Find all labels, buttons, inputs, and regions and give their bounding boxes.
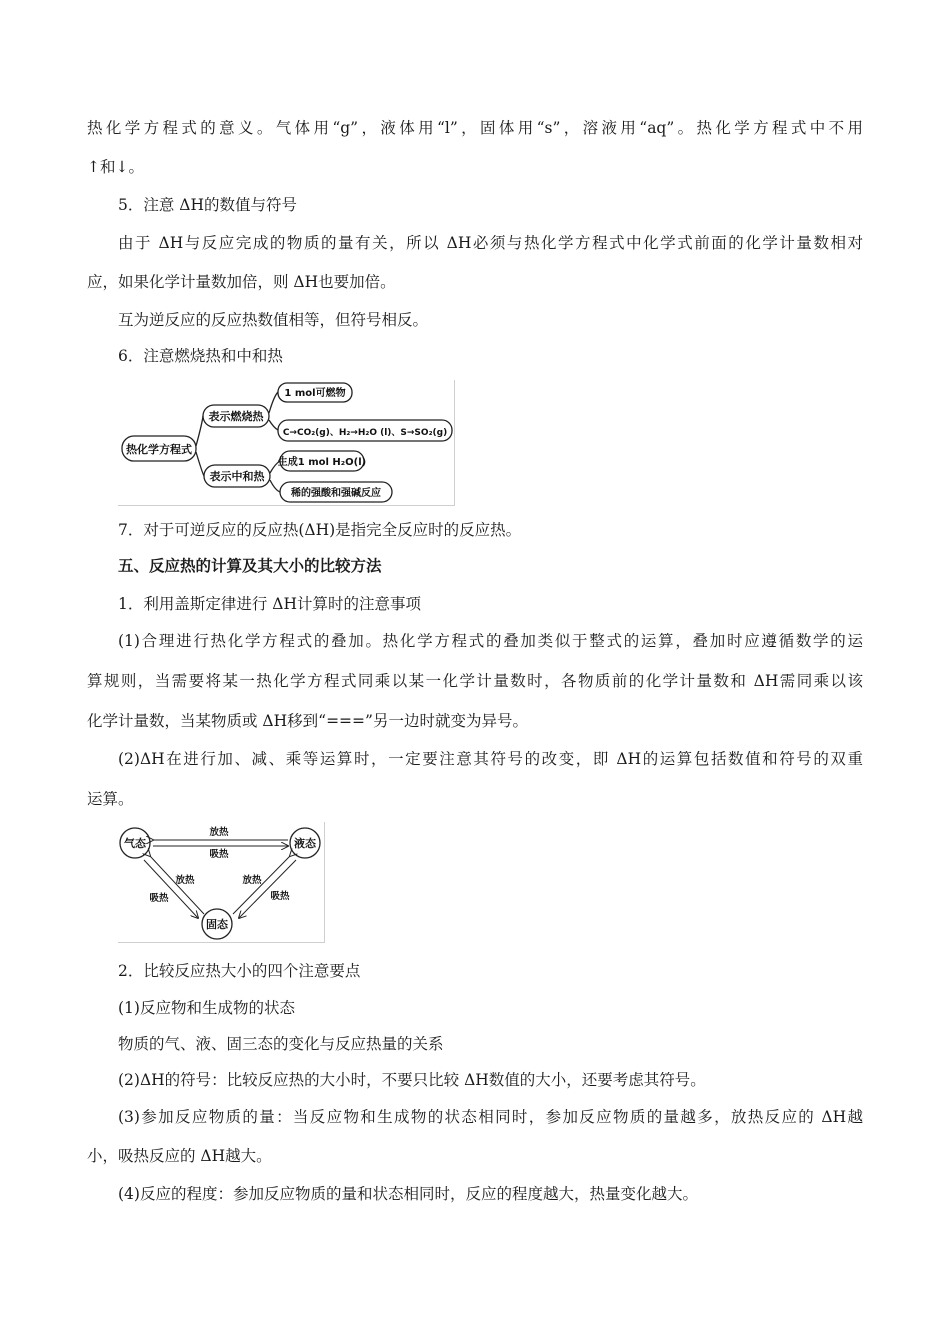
leaf4-label: 稀的强酸和强碱反应	[291, 488, 381, 499]
section-heading: 五、反应热的计算及其大小的比较方法	[118, 557, 382, 575]
leaf1-label: 1 mol可燃物	[284, 388, 346, 399]
left-inner-label: 放热	[175, 875, 195, 886]
left-outer-label: 吸热	[149, 893, 169, 904]
root-label: 热化学方程式	[126, 443, 192, 456]
item-heading: 2．比较反应热大小的四个注意要点	[118, 962, 361, 980]
solid-label: 固态	[206, 918, 228, 931]
gas-label: 气态	[124, 837, 146, 850]
paragraph-line: (2)ΔH在进行加、减、乘等运算时，一定要注意其符号的改变，即 ΔH的运算包括数值和符号的双重	[118, 750, 863, 768]
branch-bottom-label: 表示中和热	[209, 470, 265, 483]
heat-types-diagram	[118, 380, 455, 506]
paragraph-line: (2)ΔH的符号：比较反应热的大小时，不要只比较 ΔH数值的大小，还要考虑其符号。	[118, 1071, 706, 1089]
paragraph-line: 化学计量数，当某物质或 ΔH移到“===”另一边时就变为异号。	[87, 712, 528, 730]
paragraph-line: 物质的气、液、固三态的变化与反应热量的关系	[118, 1035, 444, 1053]
right-outer-label: 吸热	[270, 891, 290, 902]
item-heading: 6．注意燃烧热和中和热	[118, 347, 283, 365]
liquid-label: 液态	[294, 837, 316, 850]
paragraph-line: 互为逆反应的反应热数值相等，但符号相反。	[118, 311, 429, 329]
right-inner-label: 放热	[242, 875, 262, 886]
paragraph-line: 运算。	[87, 790, 134, 808]
leaf2-label: C→CO₂(g)、H₂→H₂O (l)、S→SO₂(g)	[282, 428, 448, 438]
paragraph-line: (1)合理进行热化学方程式的叠加。热化学方程式的叠加类似于整式的运算，叠加时应遵循数学的运	[118, 632, 863, 650]
paragraph-line: (4)反应的程度：参加反应物质的量和状态相同时，反应的程度越大，热量变化越大。	[118, 1185, 698, 1203]
paragraph-line: 由于 ΔH与反应完成的物质的量有关，所以 ΔH必须与热化学方程式中化学式前面的化学计量数相对	[118, 234, 863, 252]
leaf3-label: 生成1 mol H₂O(l)	[277, 457, 367, 468]
top-lower-label: 吸热	[209, 849, 229, 860]
paragraph-line: (1)反应物和生成物的状态	[118, 999, 295, 1017]
states-of-matter-diagram	[118, 822, 325, 943]
item-heading: 1．利用盖斯定律进行 ΔH计算时的注意事项	[118, 595, 422, 613]
top-upper-label: 放热	[209, 827, 229, 838]
item-heading: 7．对于可逆反应的反应热(ΔH)是指完全反应时的反应热。	[118, 521, 522, 539]
paragraph-line: 算规则，当需要将某一热化学方程式同乘以某一化学计量数时，各物质前的化学计量数和 ΔH需同乘以该	[87, 672, 863, 690]
paragraph-line: 热化学方程式的意义。气体用“g”，液体用“l”，固体用“s”，溶液用“aq”。热化学方程式中不用	[87, 119, 863, 137]
item-heading: 5．注意 ΔH的数值与符号	[118, 196, 297, 214]
paragraph-line: (3)参加反应物质的量：当反应物和生成物的状态相同时，参加反应物质的量越多，放热反应的 ΔH越	[118, 1108, 863, 1126]
paragraph-line: 小，吸热反应的 ΔH越大。	[87, 1147, 272, 1165]
paragraph-line: ↑和↓。	[87, 158, 144, 176]
paragraph-line: 应，如果化学计量数加倍，则 ΔH也要加倍。	[87, 273, 396, 291]
branch-top-label: 表示燃烧热	[208, 410, 264, 423]
